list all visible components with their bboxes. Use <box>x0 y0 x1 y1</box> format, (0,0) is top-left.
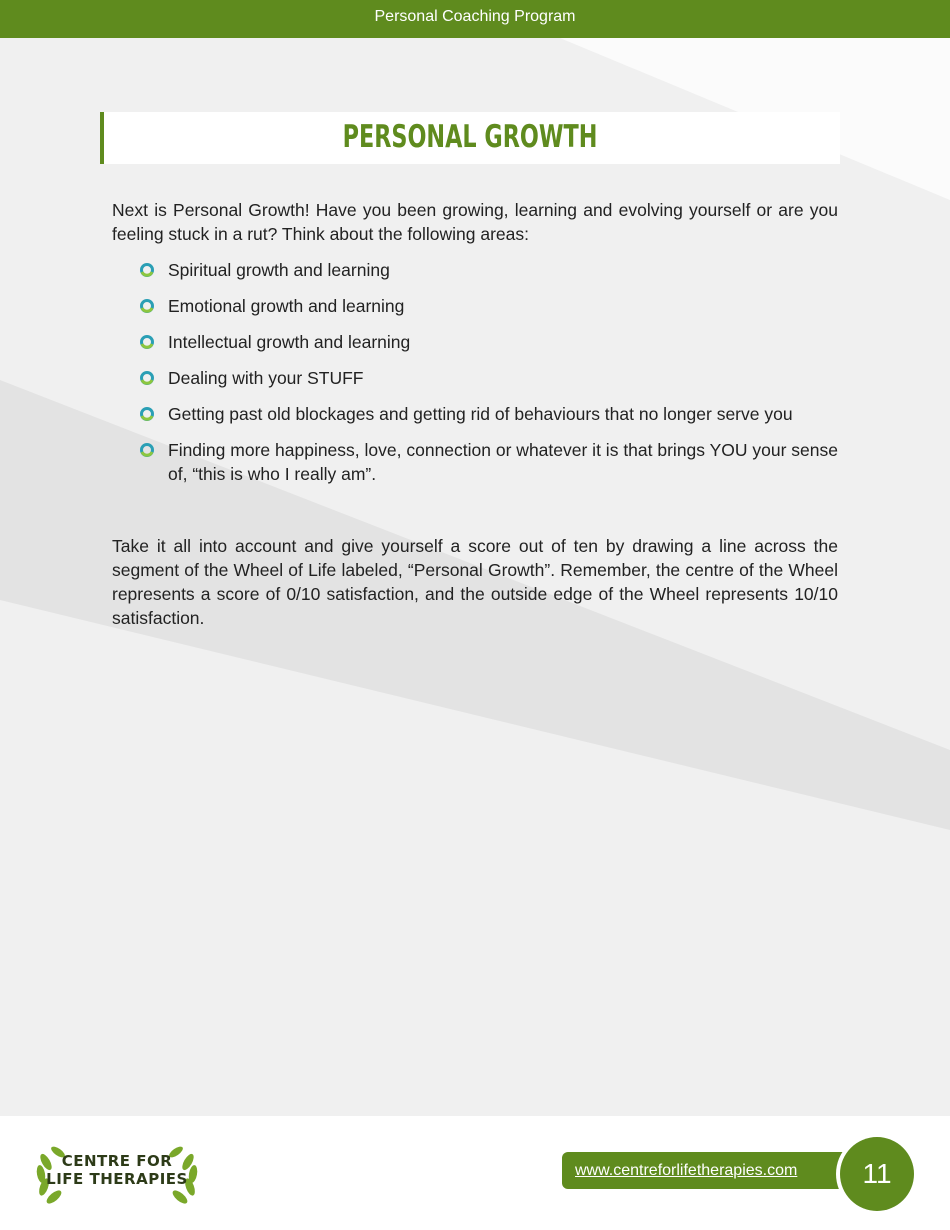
title-accent-bar <box>100 112 104 164</box>
growth-areas-list <box>112 258 838 486</box>
ring-bullet-icon <box>139 334 155 350</box>
list-item-text: Emotional growth and learning <box>168 296 405 316</box>
ring-bullet-icon <box>139 262 155 278</box>
ring-bullet-icon <box>139 442 155 458</box>
website-link[interactable]: www.centreforlifetherapies.com <box>575 1162 798 1179</box>
logo-text-line-2: LIFE THERAPIES <box>46 1170 188 1188</box>
intro-paragraph: Next is Personal Growth! Have you been growing, learning and evolving yourself or are you feeling stuck in a rut? Think about the following areas: <box>112 200 838 244</box>
list-item <box>139 330 838 354</box>
ring-bullet-icon <box>139 406 155 422</box>
ring-bullet-icon <box>139 370 155 386</box>
page-title: PERSONAL GROWTH <box>342 119 598 155</box>
ring-bullet-icon <box>139 298 155 314</box>
list-item-text: Getting past old blockages and getting rid of behaviours that no longer serve you <box>168 404 793 424</box>
website-tab <box>562 1152 852 1189</box>
list-item <box>139 402 838 426</box>
footer <box>0 1116 950 1230</box>
main-content <box>112 198 838 630</box>
instructions-paragraph: Take it all into account and give yourself a score out of ten by drawing a line across the segment of the Wheel of Life labeled, “Personal Growth”. Remember, the centre of the Wheel represents a score of 0/10 satisfaction, and the outside edge of the Wheel represents 10/10 satisfaction. <box>112 536 838 628</box>
program-title: Personal Coaching Program <box>374 8 576 25</box>
list-item <box>139 438 838 486</box>
list-item-text: Dealing with your STUFF <box>168 368 364 388</box>
list-item <box>139 366 838 390</box>
header-bar <box>0 0 950 38</box>
list-item-text: Finding more happiness, love, connection or whatever it is that brings YOU your sense of, “this is who I really am”. <box>168 440 838 484</box>
list-item-text: Spiritual growth and learning <box>168 260 390 280</box>
page-number: 11 <box>840 1137 914 1211</box>
list-item-text: Intellectual growth and learning <box>168 332 411 352</box>
list-item <box>139 294 838 318</box>
company-logo <box>32 1140 202 1206</box>
section-title-block <box>100 112 840 164</box>
list-item <box>139 258 838 282</box>
logo-text-line-1: CENTRE FOR <box>61 1152 173 1170</box>
